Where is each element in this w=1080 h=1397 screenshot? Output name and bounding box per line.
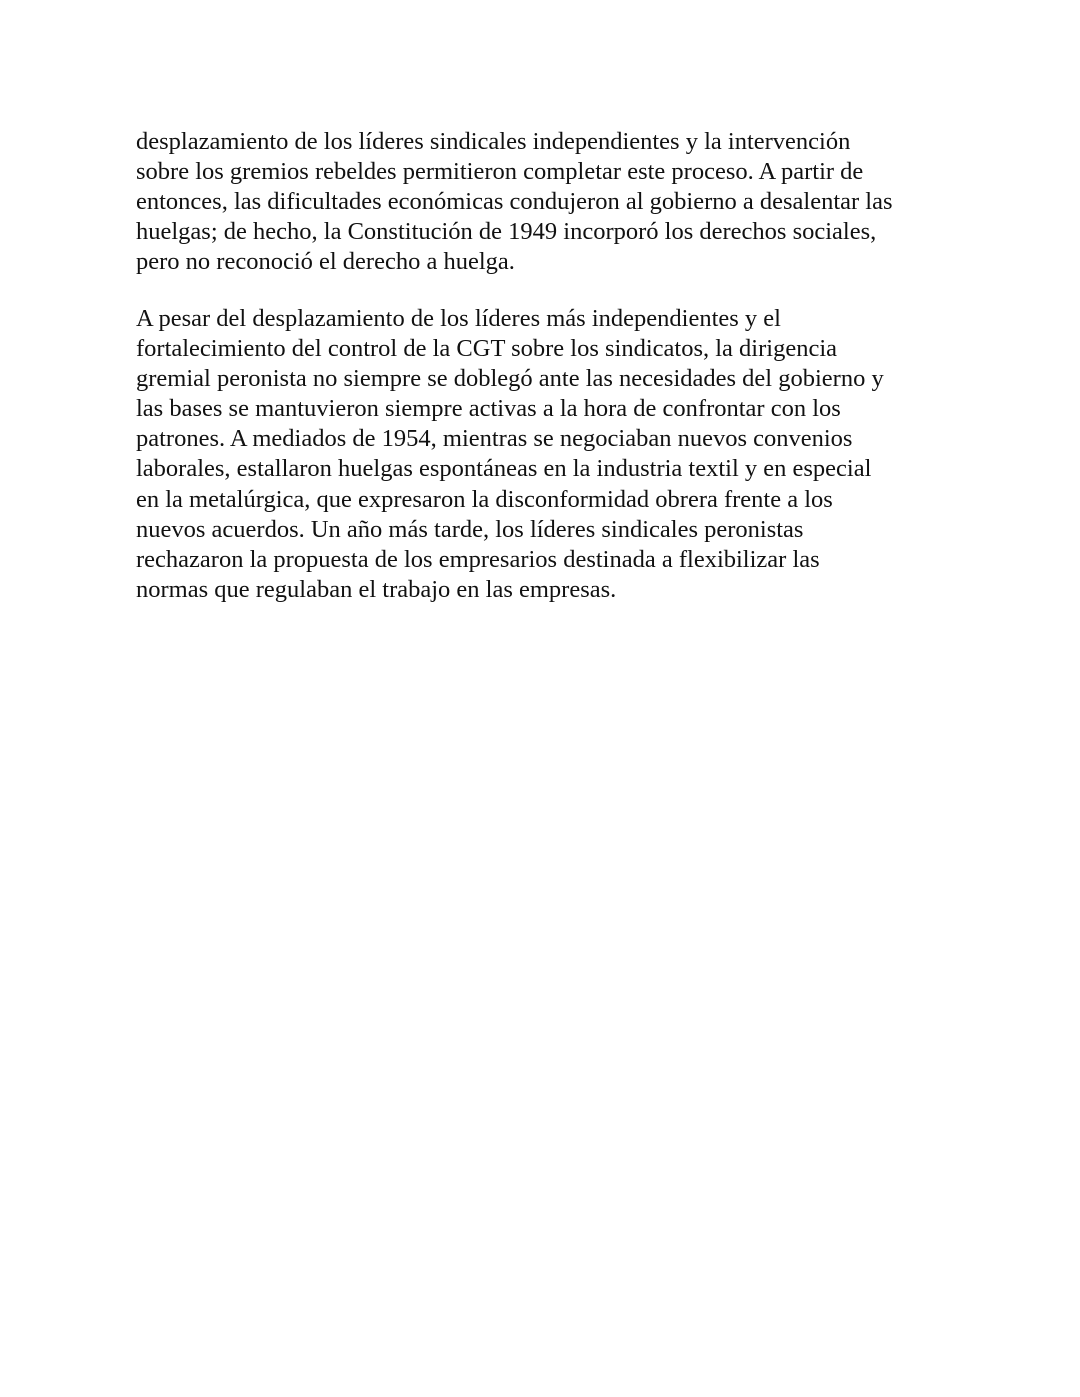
text-line: entonces, las dificultades económicas condujeron al gobierno a desalentar las <box>136 188 893 216</box>
text-line: nuevos acuerdos. Un año más tarde, los líderes sindicales peronistas <box>136 515 804 543</box>
text-line: laborales, estallaron huelgas espontáneas en la industria textil y en especial <box>136 455 872 483</box>
paragraph-1 <box>136 127 956 277</box>
text-line: en la metalúrgica, que expresaron la disconformidad obrera frente a los <box>136 485 833 513</box>
text-line: las bases se mantuvieron siempre activas a la hora de confrontar con los <box>136 395 841 423</box>
text-line: fortalecimiento del control de la CGT sobre los sindicatos, la dirigencia <box>136 335 838 363</box>
text-line: sobre los gremios rebeldes permitieron completar este proceso. A partir de <box>136 158 864 186</box>
text-line: desplazamiento de los líderes sindicales independientes y la intervención <box>136 128 851 155</box>
paragraph-2 <box>136 304 956 605</box>
text-line: A pesar del desplazamiento de los líderes más independientes y el <box>136 305 781 332</box>
text-line: huelgas; de hecho, la Constitución de 1949 incorporó los derechos sociales, <box>136 218 877 246</box>
text-line: rechazaron la propuesta de los empresarios destinada a flexibilizar las <box>136 545 820 573</box>
text-line: patrones. A mediados de 1954, mientras se negociaban nuevos convenios <box>136 425 853 453</box>
text-line: gremial peronista no siempre se doblegó ante las necesidades del gobierno y <box>136 365 884 393</box>
text-line: normas que regulaban el trabajo en las empresas. <box>136 575 617 603</box>
text-line: pero no reconoció el derecho a huelga. <box>136 248 515 276</box>
